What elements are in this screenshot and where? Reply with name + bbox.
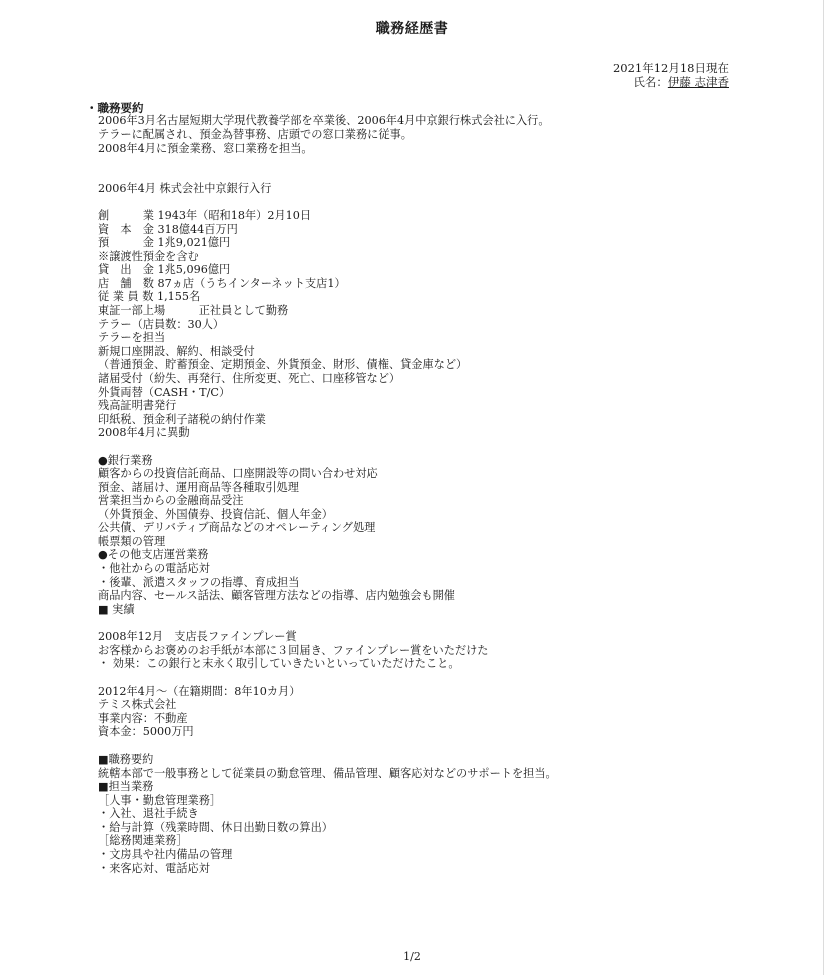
body-line: 顧客からの投資信託商品、口座開設等の問い合わせ対応 <box>98 467 378 480</box>
body-line: 従 業 員 数 1,155名 <box>98 290 201 303</box>
body-line: 2008年12月 支店長ファインプレー賞 <box>98 630 297 643</box>
body-line: 諸届受付（紛失、再発行、住所変更、死亡、口座移管など） <box>98 372 401 385</box>
summary-heading: ・職務要約 <box>86 101 144 115</box>
body-line: 貸 出 金 1兆5,096億円 <box>98 263 231 276</box>
name-value: 伊藤 志津香 <box>667 75 729 89</box>
applicant-name <box>633 74 729 90</box>
body-line: 商品内容、セールス話法、顧客管理方法などの指導、店内勉強会も開催 <box>98 589 455 602</box>
section-heading: ■ 実績 <box>98 603 135 616</box>
section-heading: ■職務要約 <box>98 753 154 766</box>
body-line: 2012年4月～（在籍期間：8年10カ月） <box>98 685 301 698</box>
body-line: 預 金 1兆9,021億円 <box>98 236 231 249</box>
body-line: （普通預金、貯蓄預金、定期預金、外貨預金、財形、債権、貸金庫など） <box>98 358 468 371</box>
body-line: 営業担当からの金融商品受注 <box>98 494 244 507</box>
document-title: 職務経歴書 <box>375 21 449 37</box>
body-line: 統轄本部で一般事務として従業員の勤怠管理、備品管理、顧客応対などのサポートを担当。 <box>98 767 557 780</box>
body-line: 2006年4月 株式会社中京銀行入行 <box>98 182 272 195</box>
body-line: 公共債、デリバティブ商品などのオペレーティング処理 <box>98 521 376 534</box>
body-line: ・文房具や社内備品の管理 <box>98 848 233 861</box>
body-line: ※譲渡性預金を含む <box>98 250 199 263</box>
body-line: ・給与計算（残業時間、休日出勤日数の算出） <box>98 821 333 834</box>
body-line: テラー（店員数：30人） <box>98 318 225 331</box>
body-line: 2006年3月名古屋短期大学現代教養学部を卒業後、2006年4月中京銀行株式会社に入行。 <box>98 114 550 127</box>
body-line: テラーに配属され、預金為替事務、店頭での窓口業務に従事。 <box>98 128 412 141</box>
body-line: ・ 効果：この銀行と末永く取引していきたいといっていただけたこと。 <box>98 657 460 670</box>
body-line: 残高証明書発行 <box>98 399 177 412</box>
body-line: ・他社からの電話応対 <box>98 562 210 575</box>
body-line: （外貨預金、外国債券、投資信託、個人年金） <box>98 508 333 521</box>
body-line: 帳票類の管理 <box>98 535 166 548</box>
body-line: 事業内容：不動産 <box>98 712 188 725</box>
body-line: 東証一部上場 正社員として勤務 <box>98 304 289 317</box>
section-heading: ■担当業務 <box>98 780 154 793</box>
body-line: お客様からお褒めのお手紙が本部に３回届き、ファインプレー賞をいただけた <box>98 644 489 657</box>
body-line: 2008年4月に異動 <box>98 426 190 439</box>
name-label: 氏名： <box>633 75 668 89</box>
body-line: ［総務関連業務］ <box>98 834 188 847</box>
body-line: 資 本 金 318億44百万円 <box>98 223 238 236</box>
page-number: 1/2 <box>403 950 421 963</box>
body-line: 資本金：5000万円 <box>98 725 194 738</box>
section-heading: ●銀行業務 <box>98 454 153 467</box>
body-line: 新規口座開設、解約、相談受付 <box>98 345 255 358</box>
body-line: 印紙税、預金利子諸税の納付作業 <box>98 413 266 426</box>
body-line: テラーを担当 <box>98 331 166 344</box>
body-line: 2008年4月に預金業務、窓口業務を担当。 <box>98 142 313 155</box>
body-line: 外貨両替（CASH・T/C） <box>98 386 231 399</box>
body-line: ［人事・勤怠管理業務］ <box>98 794 222 807</box>
document-date: 2021年12月18日現在 <box>612 61 729 75</box>
body-line: 創 業 1943年（昭和18年）2月10日 <box>98 209 312 222</box>
body-line: 店 舗 数 87ヵ店（うちインターネット支店1） <box>98 277 346 290</box>
body-line: テミス株式会社 <box>98 698 177 711</box>
body-line: ・来客応対、電話応対 <box>98 862 210 875</box>
body-line: ・入社、退社手続き <box>98 807 199 820</box>
body-line: 預金、諸届け、運用商品等各種取引処理 <box>98 481 299 494</box>
body-line: ・後輩、派遣スタッフの指導、育成担当 <box>98 576 300 589</box>
section-heading: ●その他支店運営業務 <box>98 548 209 561</box>
